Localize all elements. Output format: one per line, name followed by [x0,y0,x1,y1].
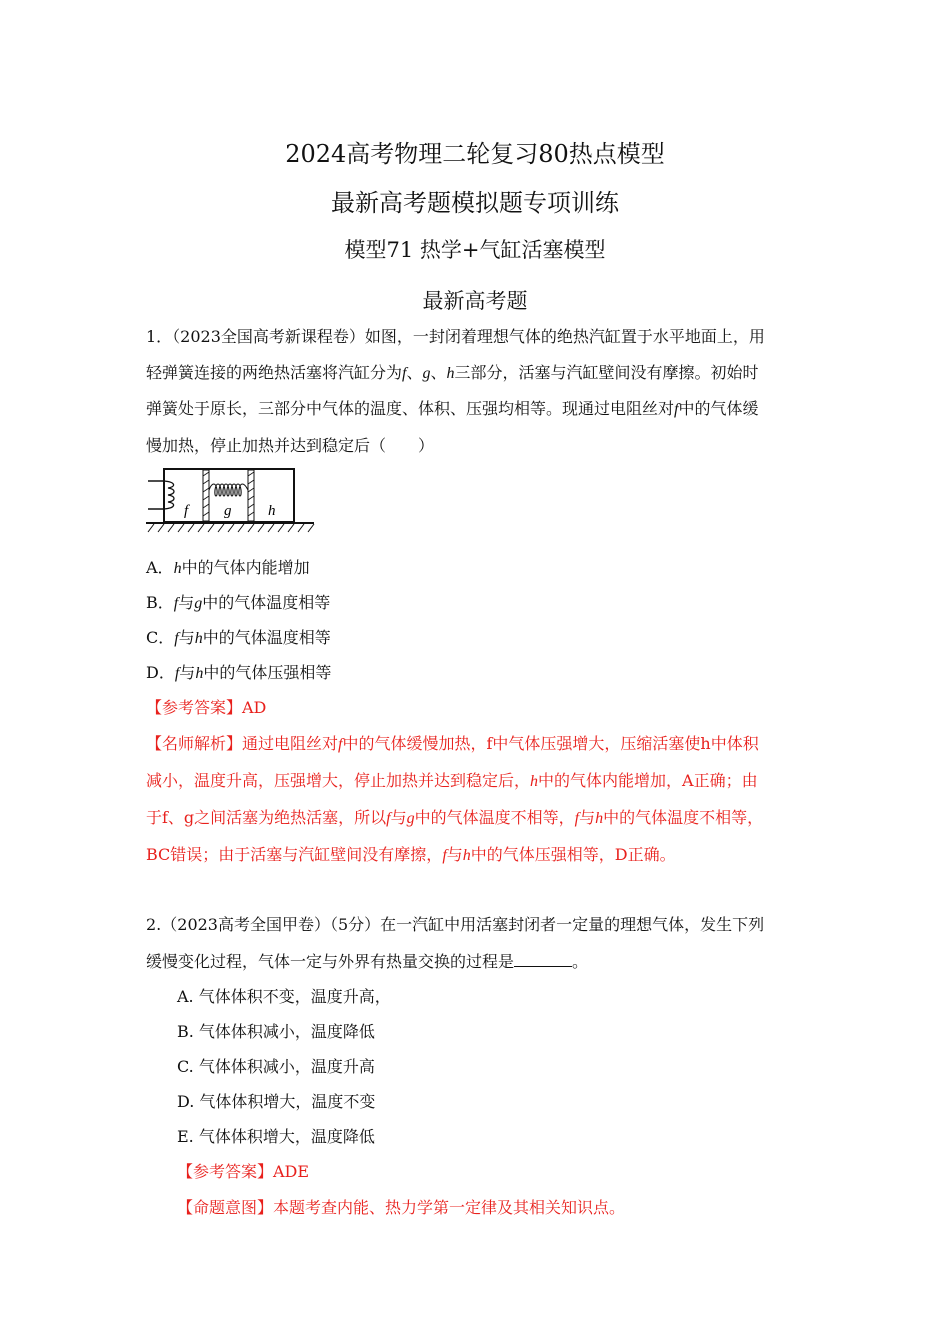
document-title: 2024高考物理二轮复习80热点模型 [285,140,665,168]
q1-stem-line-4: 慢加热，停止加热并达到稳定后（ ） [146,436,435,455]
document-subtitle: 最新高考题模拟题专项训练 [331,189,619,217]
label-f: f [184,503,189,519]
q1-option-c: C．f与h中的气体温度相等 [146,628,331,647]
q2-option-d: D. 气体体积增大，温度不变 [177,1092,376,1111]
q1-answer: 【参考答案】AD [146,698,267,717]
q2-option-b: B. 气体体积减小，温度降低 [177,1022,375,1041]
label-h: h [268,503,276,519]
model-title: 模型71 热学+气缸活塞模型 [344,238,606,262]
q2-stem-line-2: 缓慢变化过程，气体一定与外界有热量交换的过程是 。 [146,952,589,971]
q1-option-a: A．h中的气体内能增加 [146,558,310,577]
cylinder-piston-figure [142,464,318,536]
q1-explanation-line-1: 【名师解析】通过电阻丝对f中的气体缓慢加热，f中气体压强增大，压缩活塞使h中体积 [146,734,759,753]
q1-option-b: B．f与g中的气体温度相等 [146,593,331,612]
q1-stem-line-3: 弹簧处于原长，三部分中气体的温度、体积、压强均相等。现通过电阻丝对f中的气体缓 [146,399,759,418]
q1-explanation-line-3: 于f、g之间活塞为绝热活塞，所以f与g中的气体温度不相等，f与h中的气体温度不相等， [146,808,764,827]
q1-explanation-line-4: BC错误；由于活塞与汽缸壁间没有摩擦，f与h中的气体压强相等，D正确。 [146,845,676,864]
q1-option-d: D．f与h中的气体压强相等 [146,663,332,682]
label-g: g [224,503,232,519]
q2-stem-line-1: 2.（2023高考全国甲卷）（5分）在一汽缸中用活塞封闭者一定量的理想气体，发生下列 [146,915,765,934]
answer-blank [514,952,572,967]
q2-answer: 【参考答案】ADE [177,1162,310,1181]
section-heading: 最新高考题 [422,289,528,313]
q2-option-e: E. 气体体积增大，温度降低 [177,1127,375,1146]
q1-stem-line-1: 1．（2023全国高考新课程卷）如图，一封闭着理想气体的绝热汽缸置于水平地面上，用 [146,327,765,346]
q2-option-c: C. 气体体积减小，温度升高 [177,1057,375,1076]
q2-intent: 【命题意图】本题考查内能、热力学第一定律及其相关知识点。 [177,1198,626,1217]
q1-explanation-line-2: 减小，温度升高，压强增大，停止加热并达到稳定后，h中的气体内能增加，A正确；由 [146,771,758,790]
q1-stem-line-2: 轻弹簧连接的两绝热活塞将汽缸分为f、g、h三部分，活塞与汽缸壁间没有摩擦。初始时 [146,363,759,382]
q2-option-a: A. 气体体积不变，温度升高， [177,987,391,1006]
